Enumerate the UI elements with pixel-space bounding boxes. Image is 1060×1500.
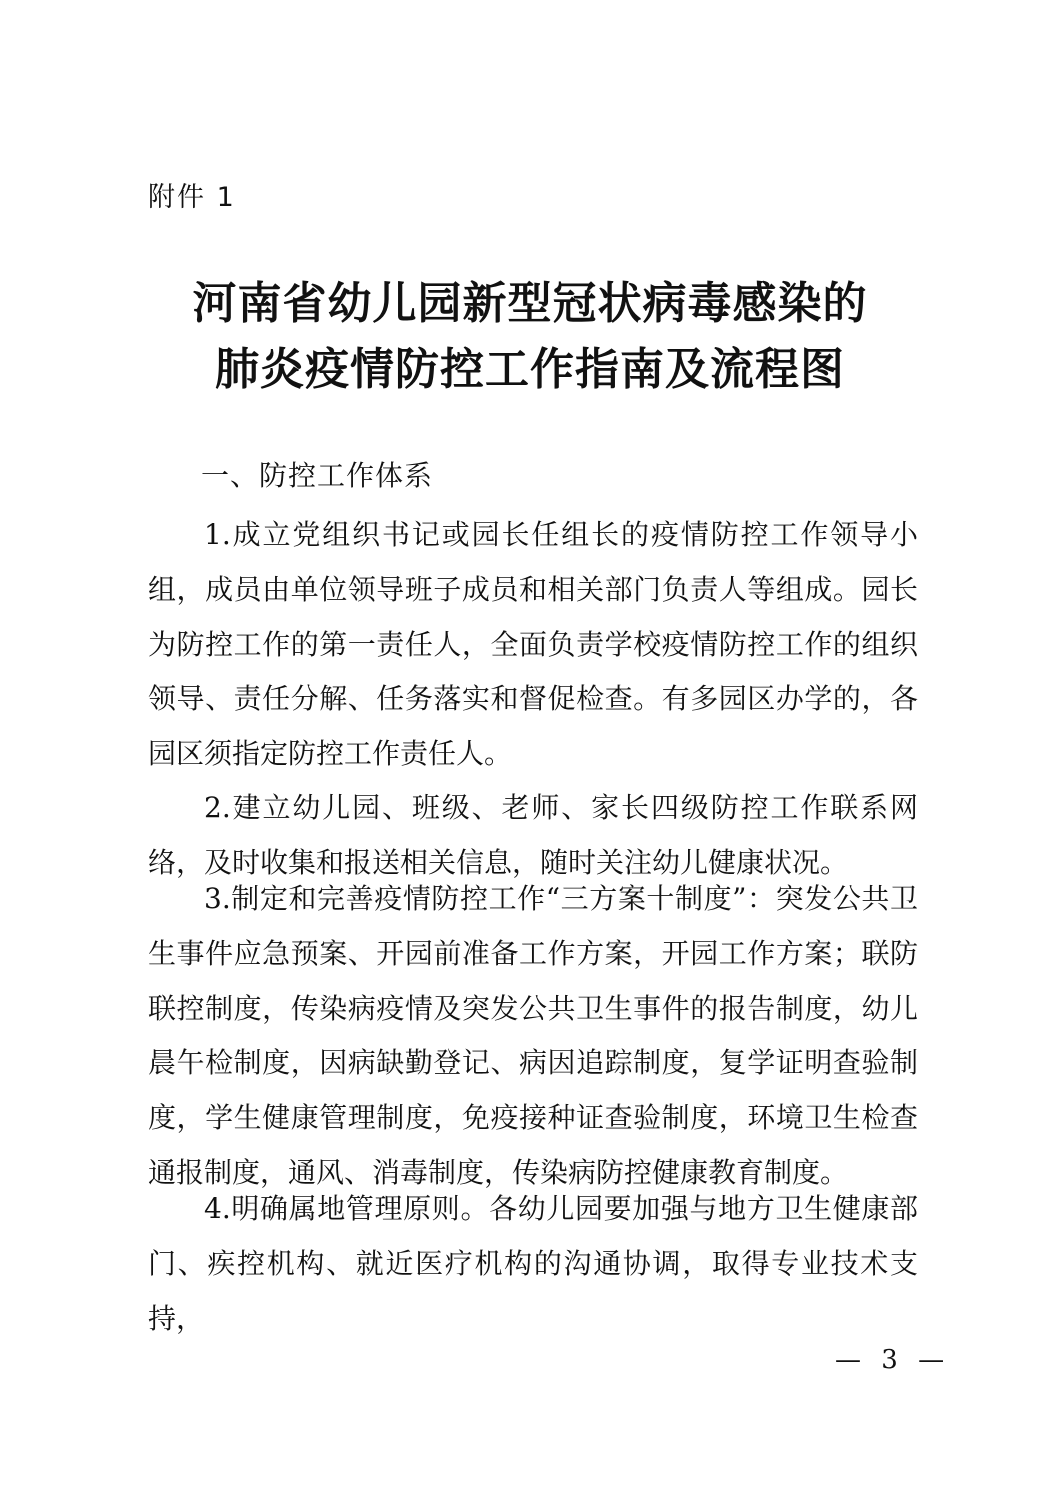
paragraph-1: 1.成立党组织书记或园长任组长的疫情防控工作领导小组，成员由单位领导班子成员和相关部门负责人等组成。园长为防控工作的第一责任人，全面负责学校疫情防控工作的组织领导、责任分解、任务落实和督促检查。有多园区办学的，各园区须指定防控工作责任人。	[148, 518, 918, 771]
paragraph-3: 3.制定和完善疫情防控工作“三方案十制度”：突发公共卫生事件应急预案、开园前准备工作方案，开园工作方案；联防联控制度，传染病疫情及突发公共卫生事件的报告制度，幼儿晨午检制度，因病缺勤登记、病因追踪制度，复学证明查验制度，学生健康管理制度，免疫接种证查验制度，环境卫生检查通报制度，通风、消毒制度，传染病防控健康教育制度。	[148, 882, 918, 1189]
document-title-line-1: 河南省幼儿园新型冠状病毒感染的	[192, 278, 868, 329]
attachment-label: 附件 1	[148, 182, 236, 213]
document-title-line-2: 肺炎疫情防控工作指南及流程图	[215, 344, 845, 395]
paragraph-2: 2.建立幼儿园、班级、老师、家长四级防控工作联系网络，及时收集和报送相关信息，随时关注幼儿健康状况。	[148, 791, 918, 879]
section-heading: 一、防控工作体系	[201, 459, 434, 492]
paragraph-4: 4.明确属地管理原则。各幼儿园要加强与地方卫生健康部门、疾控机构、就近医疗机构的沟通协调，取得专业技术支持，	[148, 1192, 918, 1335]
page-number: — 3 —	[835, 1345, 951, 1375]
